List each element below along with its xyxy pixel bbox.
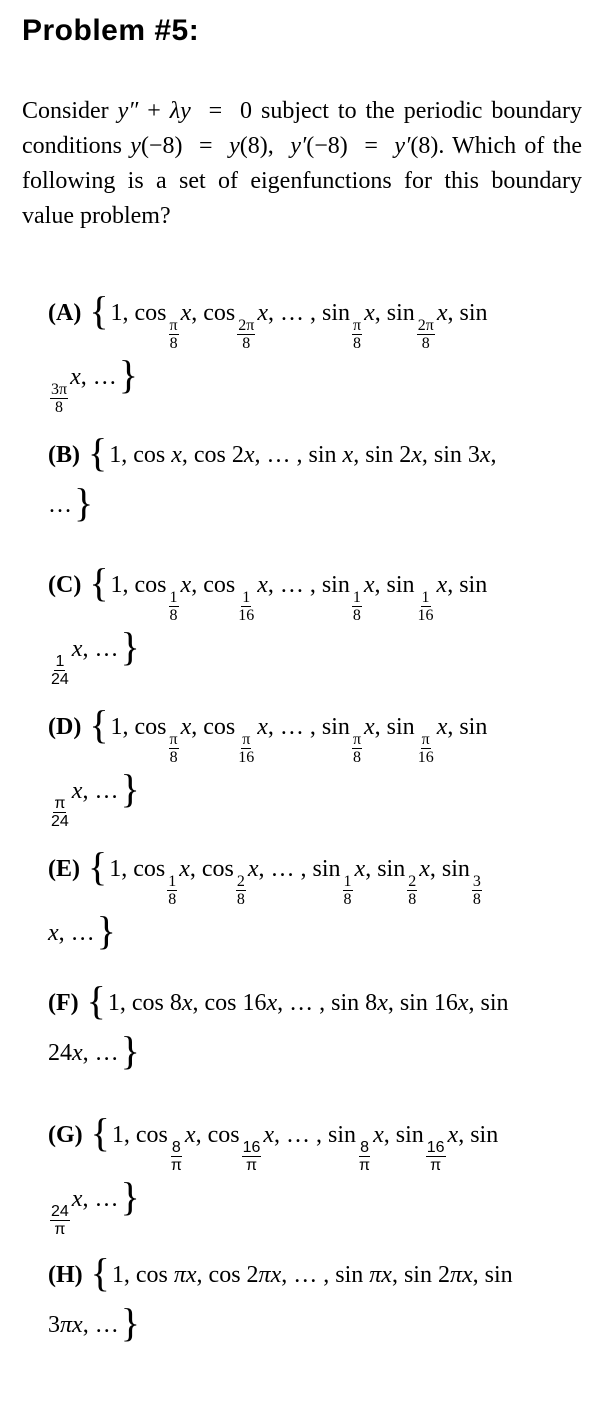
choice-a[interactable]: (A) {1, cos $\frac{\pi}{8}$ x, cos $\frac{2\pi}{8}$ x, … , sin $\frac{\pi}{8}$ x, sin $\frac{2\pi}{8}$ x, sin $\frac{3\pi}{8}$ x, …}	[48, 288, 488, 416]
choice-label: (B)	[48, 442, 80, 468]
choice-c[interactable]: (C) {1, cos $\frac{1}{8}$ x, cos $\frac{1}{16}$ x, … , sin $\frac{1}{8}$ x, sin $\frac{1}{16}$ x, sin $\frac{1}{24}$ x, …}	[48, 560, 488, 688]
choice-label: (E)	[48, 856, 80, 882]
choice-d[interactable]: (D) {1, cos $\frac{\pi}{8}$ x, cos $\frac{\pi}{16}$ x, … , sin $\frac{\pi}{8}$ x, sin $\frac{\pi}{16}$ x, sin $\frac{\pi}{24}$ x, …}	[48, 702, 488, 830]
choice-g[interactable]: (G) {1, cos $\frac{8}{\pi}$ x, cos $\frac{16}{\pi}$ x, … , sin $\frac{8}{\pi}$ x, sin $\frac{16}{\pi}$ x, sin $\frac{24}{\pi}$ x, …}	[48, 1110, 499, 1238]
choice-label: (D)	[48, 714, 82, 740]
choice-label: (F)	[48, 990, 79, 1016]
choice-label: (H)	[48, 1262, 83, 1288]
choice-h[interactable]: (H) {1, cos πx, cos 2πx, … , sin πx, sin 2πx, sin 3πx, …}	[48, 1250, 513, 1345]
choice-label: (A)	[48, 300, 82, 326]
choice-label: (C)	[48, 572, 82, 598]
choice-label: (G)	[48, 1122, 83, 1148]
choice-b[interactable]: (B) {1, cos x, cos 2x, … , sin x, sin 2x, sin 3x, …}	[48, 430, 497, 525]
problem-title: Problem #5:	[22, 14, 200, 47]
choice-e[interactable]: (E) {1, cos $\frac{1}{8}$ x, cos $\frac{2}{8}$ x, … , sin $\frac{1}{8}$ x, sin $\frac{2}{8}$ x, sin $\frac{3}{8}$ x, …}	[48, 844, 481, 953]
choice-f[interactable]: (F) {1, cos 8x, cos 16x, … , sin 8x, sin 16x, sin 24x, …}	[48, 978, 509, 1073]
question-text: Consider y″ + λy = 0 subject to the periodic boundary conditions y(−8) = y(8), y′(−8) = y′(8). Which of the following is a set of eigenfunctions for this boundary value problem?	[22, 98, 583, 229]
